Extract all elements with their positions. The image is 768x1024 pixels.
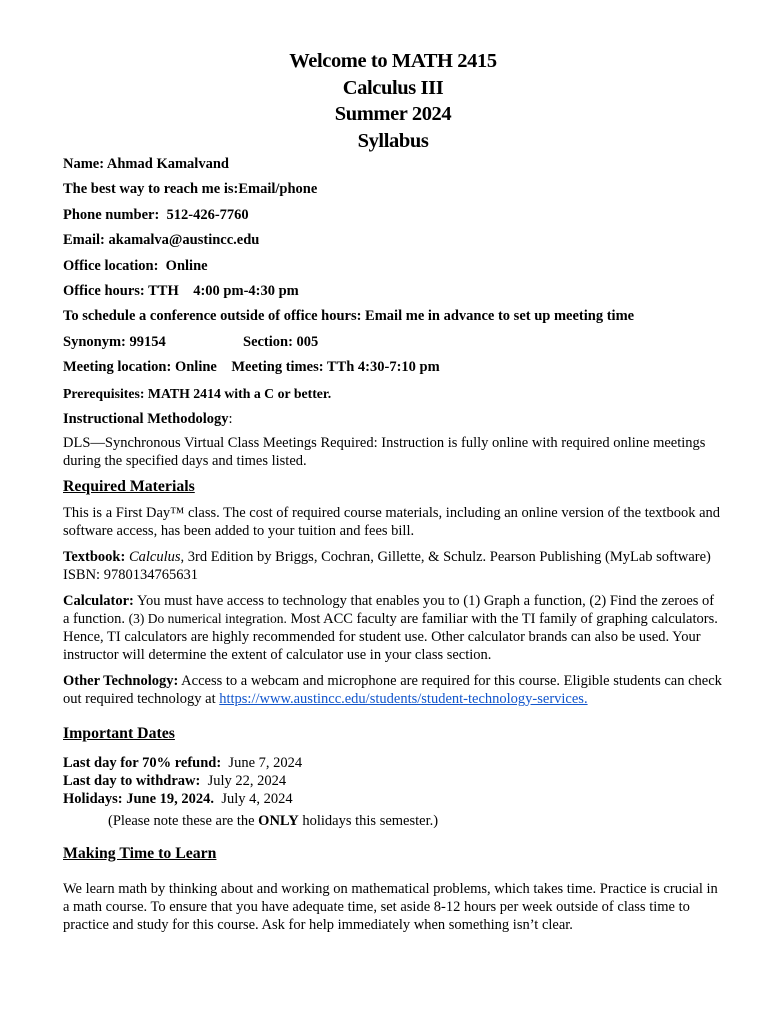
important-dates-heading: Important Dates [63,724,175,742]
title-line-subject: Calculus III [342,76,444,99]
document-title [63,48,723,154]
refund-date: June 7, 2024 [221,754,303,771]
holidays-label: Holidays: June 19, 2024. [63,790,215,807]
calculator-text-cont: Most ACC faculty are familiar with the TI family of graphing calculators. Hence, TI calculators are highly recommended for student use. Other calculator brands can also be used. Your instructor will determine the extent of calculator use in your class section. [63,610,718,663]
textbook-title: Calculus [128,548,181,565]
holidays-row [63,790,723,808]
section: Section: 005 [243,333,319,350]
meeting-row [63,359,723,376]
phone-number: Phone number: 512-426-7760 [63,206,249,223]
methodology-label: Instructional Methodology [63,410,229,427]
best-way-to-reach: The best way to reach me is:Email/phone [63,181,318,198]
instructor-name: Name: Ahmad Kamalvand [63,156,229,172]
holidays-date: July 4, 2024 [214,790,293,807]
synonym-section-row [63,334,723,351]
making-time-paragraph: We learn math by thinking about and working on mathematical problems, which takes time. Practice is crucial in a math course. To ensure that you have adequate time, set aside 8-12 hours per week outside of class time to practice and study for this course. Ask for help immediately when something isn’t clear. [63,880,718,933]
refund-label: Last day for 70% refund: [63,754,222,771]
withdraw-date: July 22, 2024 [200,772,287,789]
holidays-note [63,812,723,830]
required-materials-heading: Required Materials [63,477,195,495]
student-technology-link[interactable]: https://www.austincc.edu/students/student-technology-services. [219,690,588,707]
textbook-details: , 3rd Edition by Briggs, Cochran, Gillette, & Schulz. Pearson Publishing (MyLab software) ISBN: 9780134765631 [63,548,711,583]
syllabus-page [63,48,723,934]
making-time-heading: Making Time to Learn [63,844,217,862]
withdraw-date-row [63,772,723,790]
first-day-paragraph: This is a First Day™ class. The cost of required course materials, including an online version of the textbook and software access, has been added to your tuition and fees bill. [63,504,721,539]
title-line-course: Welcome to MATH 2415 [289,50,497,72]
meeting-times: Meeting times: TTh 4:30-7:10 pm [231,359,440,376]
calculator-text: You must have access to technology that enables you to (1) Graph a function, (2) Find the zeroes of a function. [63,592,715,627]
methodology-colon: : [228,410,233,427]
textbook-label: Textbook: [63,548,126,565]
prerequisites: Prerequisites: MATH 2414 with a C or better. [63,386,332,402]
calculator-paragraph [63,592,723,664]
textbook-paragraph [63,548,723,584]
methodology-text: DLS—Synchronous Virtual Class Meetings Required: Instruction is fully online with required online meetings during the specified days and times listed. [63,434,706,469]
holidays-note-only: ONLY [258,812,299,829]
conference-info: To schedule a conference outside of office hours: Email me in advance to set up meeting time [63,308,635,325]
withdraw-label: Last day to withdraw: [63,772,201,789]
refund-date-row [63,754,723,772]
email-address: Email: akamalva@austincc.edu [63,232,260,249]
other-technology-paragraph [63,672,723,708]
calculator-label: Calculator: [63,592,134,609]
meeting-location: Meeting location: Online [63,359,217,376]
title-line-syllabus: Syllabus [357,129,429,152]
synonym: Synonym: 99154 [63,333,166,350]
holidays-note-text-end: holidays this semester.) [298,812,439,829]
other-technology-text: Access to a webcam and microphone are required for this course. Eligible students can check out required technology at [63,672,722,707]
calculator-numerical-integration: (3) Do numerical integration. [128,610,287,626]
important-dates-list [63,754,723,808]
holidays-note-text: (Please note these are the [108,812,259,829]
title-line-term: Summer 2024 [334,103,452,125]
other-technology-label: Other Technology: [63,672,179,689]
methodology-label-row [63,411,723,428]
office-hours: Office hours: TTH 4:00 pm-4:30 pm [63,282,299,299]
office-location: Office location: Online [63,257,208,274]
